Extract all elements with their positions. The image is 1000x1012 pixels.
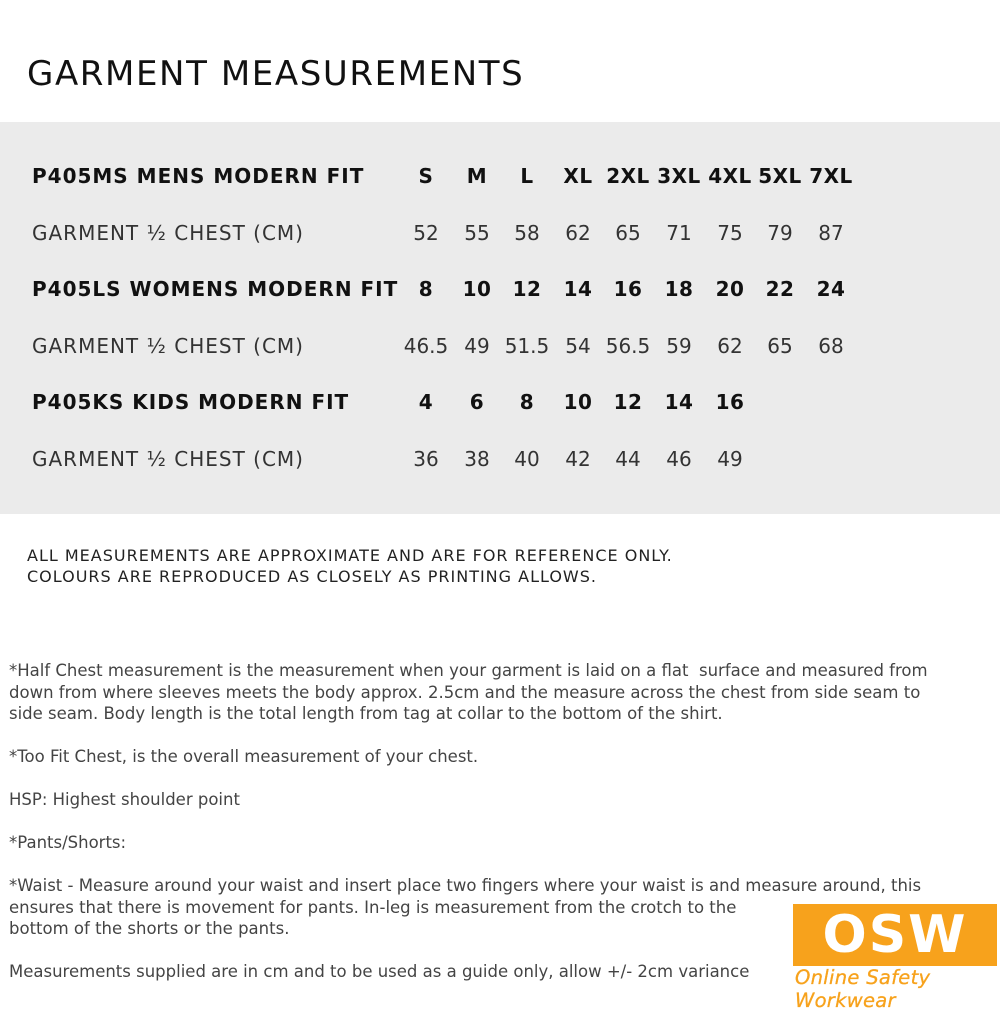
size-cell: 10: [462, 277, 492, 301]
chest-value-cell: 55: [464, 221, 490, 245]
chest-value-cell: 79: [767, 221, 793, 245]
chest-value-cell: 58: [514, 221, 540, 245]
chest-value-cell: 59: [666, 334, 692, 358]
size-cell: S: [418, 164, 434, 188]
size-cell: M: [466, 164, 488, 188]
chest-measurement-row: [0, 334, 1000, 364]
size-cell: 12: [512, 277, 542, 301]
note-line: *Pants/Shorts:: [9, 833, 127, 852]
note-line: bottom of the shorts or the pants.: [9, 919, 290, 938]
chest-value-cell: 56.5: [605, 334, 651, 358]
size-cell: 7XL: [809, 164, 853, 188]
size-header-row: [0, 277, 1000, 307]
size-cell: 14: [664, 390, 694, 414]
disclaimer-line: ALL MEASUREMENTS ARE APPROXIMATE AND ARE FOR REFERENCE ONLY.: [27, 546, 673, 565]
chest-value-cell: 52: [413, 221, 439, 245]
note-line: Measurements supplied are in cm and to be used as a guide only, allow +/- 2cm variance: [9, 962, 750, 981]
product-fit-label: P405MS MENS MODERN FIT: [32, 164, 365, 188]
chest-value-cell: 68: [818, 334, 844, 358]
chest-value-cell: 62: [717, 334, 743, 358]
chest-value-cell: 49: [464, 334, 490, 358]
note-line: side seam. Body length is the total length from tag at collar to the bottom of the shirt.: [9, 704, 723, 723]
disclaimer-line: COLOURS ARE REPRODUCED AS CLOSELY AS PRINTING ALLOWS.: [27, 567, 597, 586]
note-line: *Half Chest measurement is the measurement when your garment is laid on a flat surface and measured from: [9, 661, 928, 680]
chest-value-cell: 65: [767, 334, 793, 358]
measurement-label: GARMENT ½ CHEST (CM): [32, 447, 304, 471]
size-cell: XL: [563, 164, 593, 188]
size-cell: 22: [765, 277, 795, 301]
chest-value-cell: 54: [565, 334, 591, 358]
chest-value-cell: 36: [413, 447, 439, 471]
note-paragraph: [9, 789, 984, 811]
chest-value-cell: 49: [717, 447, 743, 471]
note-paragraph: [9, 660, 984, 725]
chest-value-cell: 51.5: [504, 334, 550, 358]
measurement-label: GARMENT ½ CHEST (CM): [32, 221, 304, 245]
size-cell: 10: [563, 390, 593, 414]
size-cell: 12: [613, 390, 643, 414]
size-cell: 18: [664, 277, 694, 301]
size-header-row: [0, 164, 1000, 194]
size-cell: L: [520, 164, 534, 188]
disclaimer: [27, 545, 673, 587]
size-cell: 8: [418, 277, 434, 301]
chest-value-cell: 71: [666, 221, 692, 245]
osw-logo: [793, 904, 997, 1012]
note-line: HSP: Highest shoulder point: [9, 790, 240, 809]
size-cell: 4XL: [708, 164, 752, 188]
chest-value-cell: 62: [565, 221, 591, 245]
chest-value-cell: 75: [717, 221, 743, 245]
size-cell: 5XL: [758, 164, 802, 188]
chest-value-cell: 65: [615, 221, 641, 245]
size-cell: 16: [715, 390, 745, 414]
chest-measurement-row: [0, 447, 1000, 477]
logo-tagline: Online Safety Workwear: [795, 966, 931, 1012]
size-cell: 14: [563, 277, 593, 301]
page-title: GARMENT MEASUREMENTS: [27, 54, 525, 94]
chest-value-cell: 40: [514, 447, 540, 471]
chest-value-cell: 44: [615, 447, 641, 471]
size-cell: 2XL: [606, 164, 650, 188]
note-paragraph: [9, 832, 984, 854]
chest-value-cell: 38: [464, 447, 490, 471]
size-header-row: [0, 390, 1000, 420]
note-line: *Too Fit Chest, is the overall measurement of your chest.: [9, 747, 479, 766]
size-cell: 3XL: [657, 164, 701, 188]
product-fit-label: P405LS WOMENS MODERN FIT: [32, 277, 399, 301]
size-cell: 16: [613, 277, 643, 301]
chest-value-cell: 87: [818, 221, 844, 245]
note-paragraph: [9, 746, 984, 768]
measurement-label: GARMENT ½ CHEST (CM): [32, 334, 304, 358]
size-cell: 20: [715, 277, 745, 301]
size-chart-table: [0, 122, 1000, 514]
chest-value-cell: 46.5: [403, 334, 449, 358]
product-fit-label: P405KS KIDS MODERN FIT: [32, 390, 350, 414]
note-line: ensures that there is movement for pants. In-leg is measurement from the crotch to the: [9, 897, 737, 917]
size-cell: 6: [469, 390, 485, 414]
note-line: *Waist - Measure around your waist and insert place two fingers where your waist is and measure around, this: [9, 876, 922, 895]
note-line: down from where sleeves meets the body approx. 2.5cm and the measure across the chest from side seam to: [9, 682, 921, 702]
logo-mark: OSW: [822, 905, 968, 965]
chest-value-cell: 42: [565, 447, 591, 471]
size-cell: 8: [519, 390, 535, 414]
size-cell: 4: [418, 390, 434, 414]
size-cell: 24: [816, 277, 846, 301]
chest-measurement-row: [0, 221, 1000, 251]
chest-value-cell: 46: [666, 447, 692, 471]
